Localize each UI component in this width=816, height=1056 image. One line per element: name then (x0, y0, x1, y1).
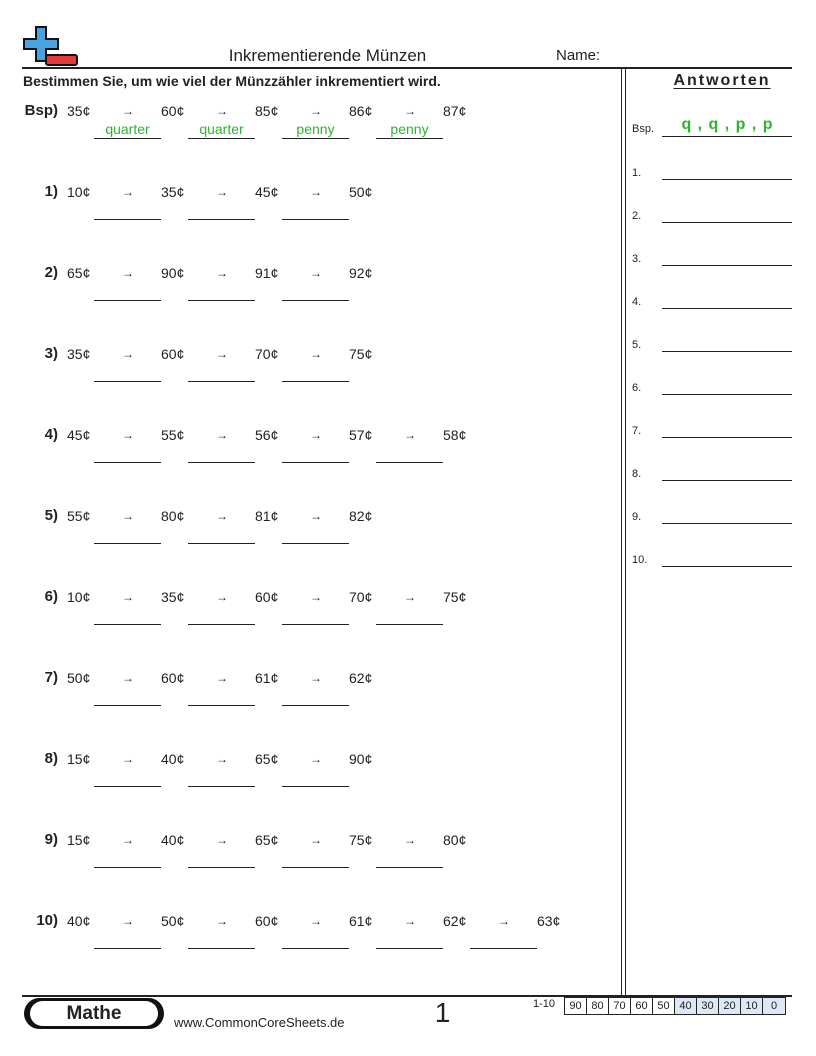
score-cell: 20 (719, 998, 741, 1014)
answer-key-number: 6. (632, 382, 642, 394)
answer-blank (188, 786, 255, 787)
answer-blank (470, 948, 537, 949)
coin-value: 60¢ (255, 913, 279, 929)
instructions: Bestimmen Sie, um wie viel der Münzzähler inkrementiert wird. (23, 73, 441, 89)
coin-value: 61¢ (255, 670, 279, 686)
coin-value: 55¢ (67, 508, 91, 524)
answer-key-number: 3. (632, 253, 642, 265)
example-coin-answer: quarter (105, 121, 150, 137)
problem-label: 3) (44, 345, 58, 362)
answer-key-example-line (662, 136, 792, 137)
answer-blank (282, 705, 349, 706)
coin-value: 80¢ (443, 832, 467, 848)
arrow-icon: → (310, 752, 322, 766)
coin-value: 81¢ (255, 508, 279, 524)
subject-badge (24, 998, 164, 1029)
page-number: 1 (434, 997, 451, 1028)
coin-value: 35¢ (161, 184, 185, 200)
answer-blank (94, 300, 161, 301)
score-cell: 70 (609, 998, 631, 1014)
answer-blank (376, 138, 443, 139)
answer-blank (188, 543, 255, 544)
score-cell: 40 (675, 998, 697, 1014)
coin-value: 87¢ (443, 103, 467, 119)
problem-label: 6) (44, 588, 58, 605)
problem-label: 7) (44, 669, 58, 686)
coin-value: 90¢ (349, 751, 373, 767)
page-title: Inkrementierende Münzen (228, 46, 427, 65)
coin-value: 10¢ (67, 589, 91, 605)
answer-key-line (662, 480, 792, 481)
coin-value: 40¢ (161, 832, 185, 848)
coin-value: 50¢ (161, 913, 185, 929)
answer-blank (376, 462, 443, 463)
coin-value: 65¢ (255, 832, 279, 848)
answer-blank (188, 219, 255, 220)
arrow-icon: → (310, 914, 322, 928)
arrow-icon: → (310, 104, 322, 118)
arrow-icon: → (122, 833, 134, 847)
problem-label: 10) (36, 912, 58, 929)
answer-blank (94, 867, 161, 868)
answer-blank (188, 300, 255, 301)
problem-label: 2) (44, 264, 58, 281)
arrow-icon: → (404, 590, 416, 604)
problem-label: 8) (44, 750, 58, 767)
coin-value: 70¢ (349, 589, 373, 605)
arrow-icon: → (310, 671, 322, 685)
answer-key-number: 8. (632, 468, 642, 480)
coin-value: 50¢ (67, 670, 91, 686)
coin-value: 75¢ (349, 346, 373, 362)
coin-value: 82¢ (349, 508, 373, 524)
column-divider-left (621, 67, 622, 996)
answer-key-line (662, 265, 792, 266)
answer-blank (94, 948, 161, 949)
coin-value: 40¢ (67, 913, 91, 929)
coin-value: 55¢ (161, 427, 185, 443)
score-cell: 50 (653, 998, 675, 1014)
answer-key-line (662, 351, 792, 352)
coin-value: 60¢ (255, 589, 279, 605)
coin-value: 75¢ (443, 589, 467, 605)
problem-label: 5) (44, 507, 58, 524)
problem-label: 9) (44, 831, 58, 848)
answer-key-example-answer: q , q , p , p (681, 116, 773, 133)
arrow-icon: → (122, 104, 134, 118)
coin-value: 90¢ (161, 265, 185, 281)
coin-value: 60¢ (161, 103, 185, 119)
arrow-icon: → (216, 914, 228, 928)
answer-key-number: 1. (632, 167, 642, 179)
coin-value: 10¢ (67, 184, 91, 200)
arrow-icon: → (216, 104, 228, 118)
arrow-icon: → (310, 590, 322, 604)
answer-key-number: 2. (632, 210, 642, 222)
answer-blank (188, 462, 255, 463)
website-text: www.CommonCoreSheets.de (174, 1015, 345, 1030)
arrow-icon: → (310, 347, 322, 361)
arrow-icon: → (122, 185, 134, 199)
coin-value: 80¢ (161, 508, 185, 524)
answer-key-title: Antworten (673, 72, 771, 89)
arrow-icon: → (122, 347, 134, 361)
coin-value: 61¢ (349, 913, 373, 929)
answer-key-number: 4. (632, 296, 642, 308)
coin-value: 35¢ (67, 103, 91, 119)
coin-value: 60¢ (161, 346, 185, 362)
coin-value: 91¢ (255, 265, 279, 281)
answer-blank (282, 300, 349, 301)
coin-value: 65¢ (67, 265, 91, 281)
arrow-icon: → (122, 671, 134, 685)
coin-value: 62¢ (443, 913, 467, 929)
answer-key-number: 10. (632, 554, 648, 566)
arrow-icon: → (122, 266, 134, 280)
answer-blank (376, 867, 443, 868)
arrow-icon: → (122, 428, 134, 442)
answer-key-line (662, 566, 792, 567)
coin-value: 63¢ (537, 913, 561, 929)
arrow-icon: → (310, 509, 322, 523)
score-cell: 60 (631, 998, 653, 1014)
arrow-icon: → (404, 914, 416, 928)
arrow-icon: → (404, 428, 416, 442)
answer-blank (188, 948, 255, 949)
answer-key-number: 5. (632, 339, 642, 351)
score-cell: 30 (697, 998, 719, 1014)
coin-value: 40¢ (161, 751, 185, 767)
answer-blank (282, 786, 349, 787)
arrow-icon: → (122, 509, 134, 523)
answer-blank (188, 381, 255, 382)
example-coin-answer: quarter (199, 121, 244, 137)
answer-blank (282, 462, 349, 463)
coin-value: 92¢ (349, 265, 373, 281)
answer-blank (282, 624, 349, 625)
answer-key-line (662, 179, 792, 180)
arrow-icon: → (216, 428, 228, 442)
score-cell: 80 (587, 998, 609, 1014)
answer-key-number: 9. (632, 511, 642, 523)
coin-value: 15¢ (67, 751, 91, 767)
arrow-icon: → (404, 104, 416, 118)
arrow-icon: → (310, 428, 322, 442)
arrow-icon: → (216, 833, 228, 847)
answer-blank (94, 381, 161, 382)
answer-blank (94, 786, 161, 787)
coin-value: 60¢ (161, 670, 185, 686)
score-range-label: 1-10 (533, 998, 556, 1010)
coin-value: 86¢ (349, 103, 373, 119)
answer-blank (282, 381, 349, 382)
header-rule (22, 67, 792, 69)
arrow-icon: → (216, 590, 228, 604)
coin-value: 58¢ (443, 427, 467, 443)
coin-value: 57¢ (349, 427, 373, 443)
arrow-icon: → (216, 347, 228, 361)
score-table (564, 997, 786, 1015)
arrow-icon: → (216, 671, 228, 685)
answer-blank (94, 219, 161, 220)
arrow-icon: → (216, 752, 228, 766)
answer-key-line (662, 308, 792, 309)
score-cell: 10 (741, 998, 763, 1014)
coin-value: 70¢ (255, 346, 279, 362)
coin-value: 45¢ (255, 184, 279, 200)
coin-value: 65¢ (255, 751, 279, 767)
answer-key-line (662, 222, 792, 223)
coin-value: 85¢ (255, 103, 279, 119)
answer-key-example-label: Bsp. (632, 123, 655, 135)
example-label: Bsp) (24, 102, 58, 119)
problem-label: 4) (44, 426, 58, 443)
coin-value: 62¢ (349, 670, 373, 686)
arrow-icon: → (122, 590, 134, 604)
arrow-icon: → (216, 185, 228, 199)
answer-blank (94, 705, 161, 706)
answer-blank (282, 219, 349, 220)
column-divider-right (625, 67, 626, 996)
coin-value: 15¢ (67, 832, 91, 848)
answer-blank (188, 624, 255, 625)
arrow-icon: → (122, 914, 134, 928)
answer-blank (94, 462, 161, 463)
problem-label: 1) (44, 183, 58, 200)
answer-blank (188, 138, 255, 139)
answer-key-line (662, 437, 792, 438)
coin-value: 35¢ (161, 589, 185, 605)
arrow-icon: → (216, 266, 228, 280)
answer-blank (94, 624, 161, 625)
example-coin-answer: penny (390, 121, 429, 137)
arrow-icon: → (310, 185, 322, 199)
answer-blank (188, 867, 255, 868)
answer-blank (376, 948, 443, 949)
coin-value: 35¢ (67, 346, 91, 362)
score-cell: 90 (565, 998, 587, 1014)
arrow-icon: → (404, 833, 416, 847)
answer-blank (94, 138, 161, 139)
subject-label: Mathe (30, 1001, 158, 1026)
answer-blank (94, 543, 161, 544)
arrow-icon: → (310, 833, 322, 847)
answer-blank (376, 624, 443, 625)
answer-blank (282, 867, 349, 868)
answer-key-number: 7. (632, 425, 642, 437)
coin-value: 50¢ (349, 184, 373, 200)
answer-blank (282, 543, 349, 544)
answer-blank (188, 705, 255, 706)
score-cell: 0 (763, 998, 785, 1014)
coin-value: 56¢ (255, 427, 279, 443)
arrow-icon: → (498, 914, 510, 928)
example-coin-answer: penny (296, 121, 335, 137)
name-label: Name: (556, 47, 601, 64)
coin-value: 45¢ (67, 427, 91, 443)
arrow-icon: → (310, 266, 322, 280)
arrow-icon: → (216, 509, 228, 523)
answer-key-line (662, 523, 792, 524)
answer-key-line (662, 394, 792, 395)
answer-blank (282, 138, 349, 139)
coin-value: 75¢ (349, 832, 373, 848)
answer-blank (282, 948, 349, 949)
arrow-icon: → (122, 752, 134, 766)
